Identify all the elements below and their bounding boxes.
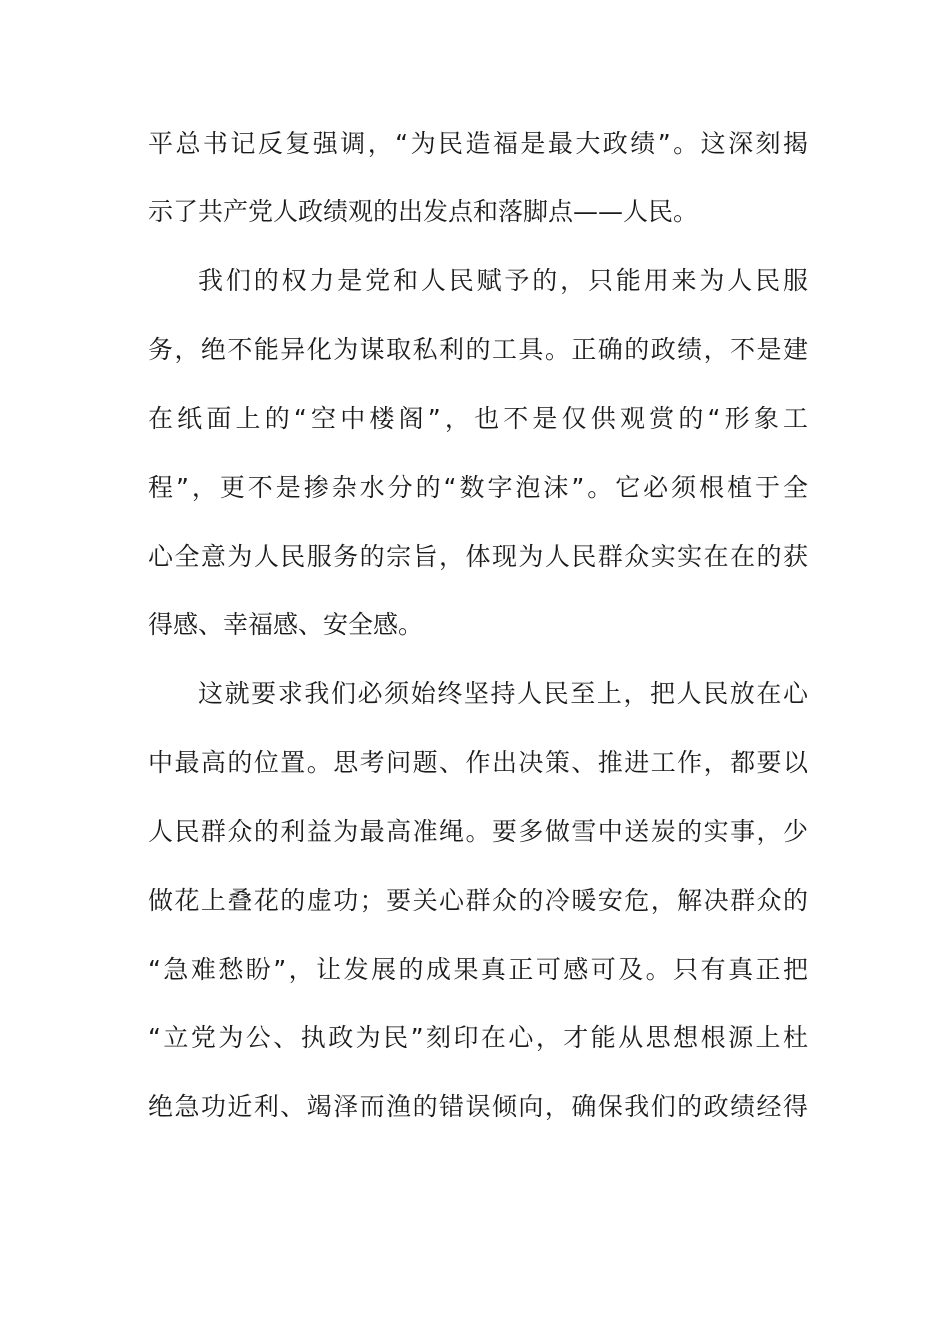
- paragraph-3-line-2: 中最高的位置。思考问题、作出决策、推进工作，都要以: [148, 748, 808, 777]
- paragraph-3-line-6: “立党为公、执政为民”刻印在心，才能从思想根源上杜: [148, 1023, 808, 1052]
- paragraph-2-line-6: 得感、幸福感、安全感。: [148, 610, 424, 639]
- paragraph-3-line-1: 这就要求我们必须始终坚持人民至上，把人民放在心: [198, 679, 808, 708]
- paragraph-2-line-1: 我们的权力是党和人民赋予的，只能用来为人民服: [198, 266, 808, 295]
- paragraph-2-line-2: 务，绝不能异化为谋取私利的工具。正确的政绩，不是建: [148, 335, 808, 364]
- paragraph-2-line-4: 程”，更不是掺杂水分的“数字泡沫”。它必须根植于全: [148, 473, 808, 502]
- paragraph-1-line-1: 平总书记反复强调，“为民造福是最大政绩”。这深刻揭: [148, 129, 808, 158]
- paragraph-1-line-2: 示了共产党人政绩观的出发点和落脚点——人民。: [148, 197, 699, 226]
- paragraph-2-line-5: 心全意为人民服务的宗旨，体现为人民群众实实在在的获: [148, 542, 808, 571]
- paragraph-3-line-3: 人民群众的利益为最高准绳。要多做雪中送炭的实事，少: [148, 817, 808, 846]
- paragraph-3-line-7: 绝急功近利、竭泽而渔的错误倾向，确保我们的政绩经得: [148, 1092, 808, 1121]
- paragraph-3-line-4: 做花上叠花的虚功；要关心群众的冷暖安危，解决群众的: [148, 886, 808, 915]
- paragraph-2-line-3: 在纸面上的“空中楼阁”，也不是仅供观赏的“形象工: [148, 404, 808, 433]
- paragraph-3-line-5: “急难愁盼”，让发展的成果真正可感可及。只有真正把: [148, 955, 808, 984]
